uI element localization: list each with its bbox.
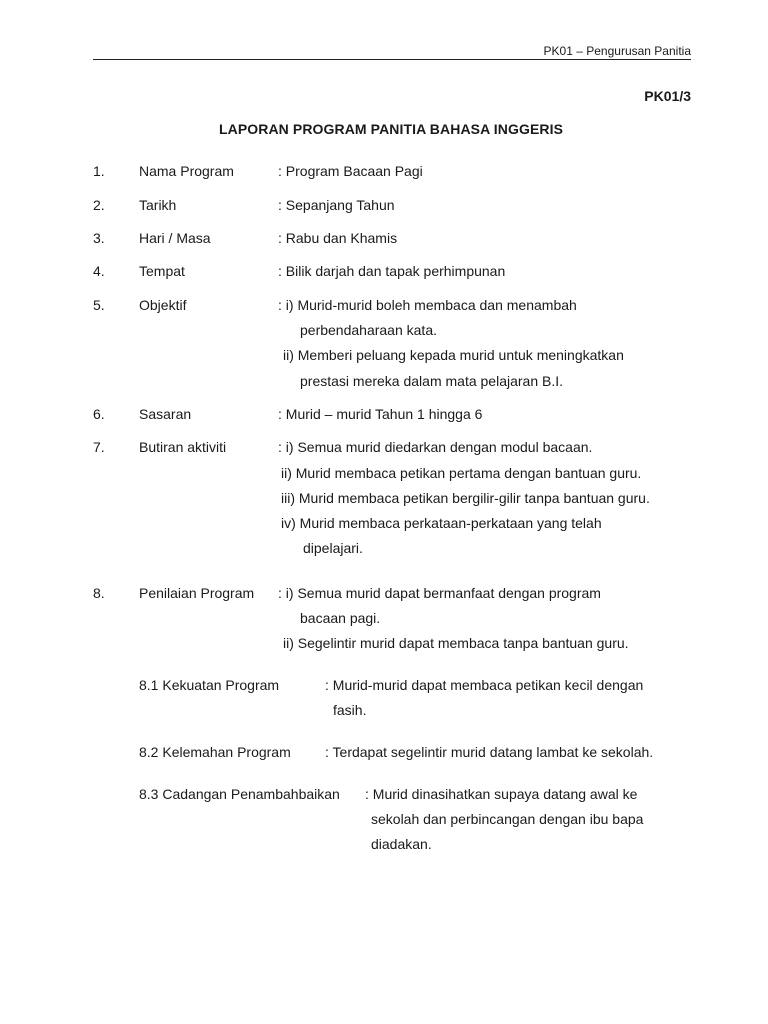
subitem-label: 8.1 Kekuatan Program [139, 677, 280, 693]
report-title: LAPORAN PROGRAM PANITIA BAHASA INGGERIS [218, 121, 564, 137]
item-number: 1. [93, 163, 105, 179]
item-number: 7. [93, 439, 105, 455]
subitem-value: diadakan. [371, 836, 432, 852]
item-value: : Murid – murid Tahun 1 hingga 6 [278, 406, 483, 422]
item-label: Sasaran [139, 406, 192, 422]
item-number: 4. [93, 263, 105, 279]
item-number: 5. [93, 297, 105, 313]
item-label: Nama Program [139, 163, 234, 179]
item-label: Objektif [139, 297, 187, 313]
item-value: perbendaharaan kata. [300, 322, 437, 338]
item-value: : i) Semua murid dapat bermanfaat dengan program [278, 585, 601, 601]
item-value: : Program Bacaan Pagi [278, 163, 423, 179]
item-number: 2. [93, 197, 105, 213]
item-value: ii) Murid membaca petikan pertama dengan bantuan guru. [281, 465, 642, 481]
item-value: : Bilik darjah dan tapak perhimpunan [278, 263, 506, 279]
item-value: iii) Murid membaca petikan bergilir-gilir tanpa bantuan guru. [281, 490, 650, 506]
page-header [93, 44, 691, 60]
item-value: : i) Murid-murid boleh membaca dan menambah [278, 297, 577, 313]
subitem-value: : Murid dinasihatkan supaya datang awal ke [365, 786, 638, 802]
subitem-value: : Terdapat segelintir murid datang lambat ke sekolah. [325, 744, 654, 760]
subitem-label: 8.2 Kelemahan Program [139, 744, 291, 760]
item-value: prestasi mereka dalam mata pelajaran B.I. [300, 373, 564, 389]
subitem-value: sekolah dan perbincangan dengan ibu bapa [371, 811, 644, 827]
item-value: : Rabu dan Khamis [278, 230, 398, 246]
item-number: 8. [93, 585, 105, 601]
item-value: : Sepanjang Tahun [278, 197, 395, 213]
document-code: PK01/3 [644, 88, 691, 104]
item-number: 6. [93, 406, 105, 422]
item-value: bacaan pagi. [300, 610, 381, 626]
subitem-value: fasih. [333, 702, 367, 718]
item-label: Tarikh [139, 197, 177, 213]
item-value: : i) Semua murid diedarkan dengan modul bacaan. [278, 439, 593, 455]
subitem-value: : Murid-murid dapat membaca petikan kecil dengan [325, 677, 644, 693]
item-value: dipelajari. [303, 540, 363, 556]
item-value: ii) Segelintir murid dapat membaca tanpa bantuan guru. [283, 635, 629, 651]
item-label: Penilaian Program [139, 585, 255, 601]
subitem-label: 8.3 Cadangan Penambahbaikan [139, 786, 340, 802]
header-text: PK01 – Pengurusan Panitia [543, 44, 691, 58]
item-label: Hari / Masa [139, 230, 211, 246]
item-label: Tempat [139, 263, 185, 279]
item-value: iv) Murid membaca perkataan-perkataan yang telah [281, 515, 602, 531]
item-number: 3. [93, 230, 105, 246]
item-label: Butiran aktiviti [139, 439, 227, 455]
item-value: ii) Memberi peluang kepada murid untuk meningkatkan [283, 347, 624, 363]
